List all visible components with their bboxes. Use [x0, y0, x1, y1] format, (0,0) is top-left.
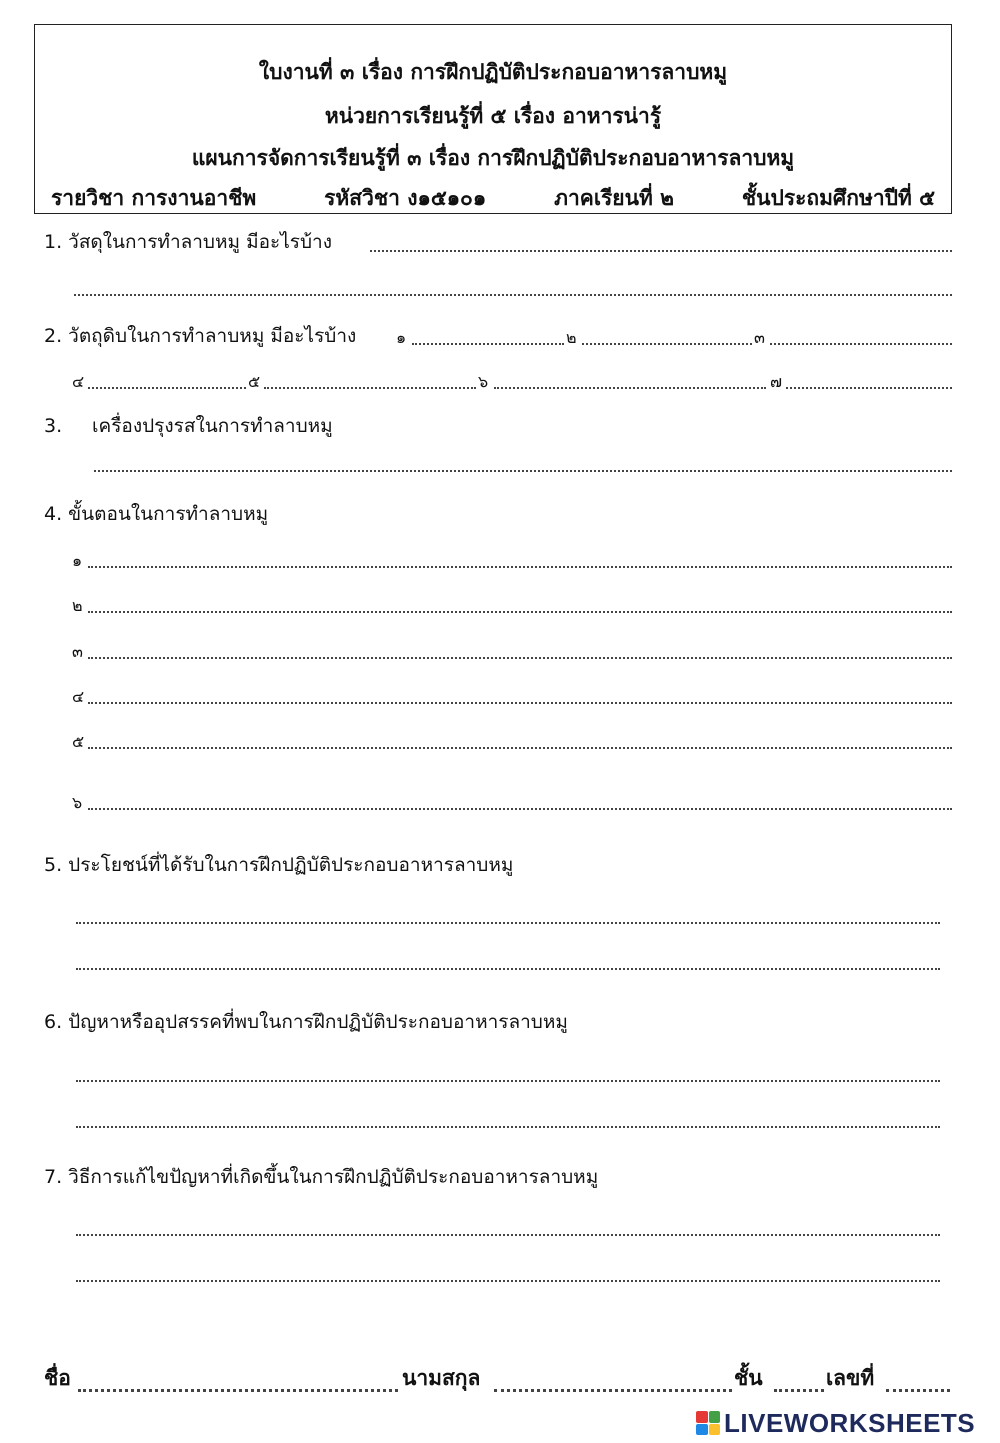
answer-line-3[interactable] [94, 470, 952, 472]
step-number-2: ๒ [72, 596, 83, 615]
ingredient-line-5[interactable] [264, 387, 476, 389]
step-number-3: ๓ [72, 642, 83, 661]
surname-field[interactable] [494, 1389, 732, 1392]
question-2: 2. วัตถุดิบในการทำลาบหมู มีอะไรบ้าง [44, 325, 357, 347]
step-line-3[interactable] [88, 657, 952, 659]
step-line-1[interactable] [88, 566, 952, 568]
ingredient-line-1[interactable] [412, 343, 564, 345]
question-7: 7. วิธีการแก้ไขปัญหาที่เกิดขึ้นในการฝึกปฏิบัติประกอบอาหารลาบหมู [44, 1166, 599, 1188]
class-label: ชั้น [734, 1366, 763, 1390]
course-code: รหัสวิชา ง๑๕๑๐๑ [324, 186, 487, 210]
step-line-2[interactable] [88, 611, 952, 613]
class-field[interactable] [774, 1389, 824, 1392]
question-3: เครื่องปรุงรสในการทำลาบหมู [92, 415, 333, 437]
learning-unit: หน่วยการเรียนรู้ที่ ๕ เรื่อง อาหารน่ารู้ [324, 104, 662, 128]
ingredient-line-6[interactable] [494, 387, 766, 389]
question-1: 1. วัสดุในการทำลาบหมู มีอะไรบ้าง [44, 231, 332, 253]
course-info [35, 185, 951, 211]
step-number-1: ๑ [72, 551, 83, 570]
logo-square-icon [709, 1424, 721, 1436]
ingredient-line-3[interactable] [770, 343, 952, 345]
answer-line-7b[interactable] [76, 1280, 940, 1282]
answer-line-1b[interactable] [74, 294, 952, 296]
answer-line-7a[interactable] [76, 1234, 940, 1236]
question-3-number: 3. [44, 415, 63, 437]
answer-line-6a[interactable] [76, 1080, 940, 1082]
subject-label: รายวิชา การงานอาชีพ [51, 186, 257, 210]
question-6: 6. ปัญหาหรืออุปสรรคที่พบในการฝึกปฏิบัติประกอบอาหารลาบหมู [44, 1011, 568, 1033]
step-number-4: ๔ [72, 687, 85, 706]
ingredient-number-7: ๗ [770, 372, 783, 391]
ingredient-number-5: ๕ [248, 372, 261, 391]
ingredient-number-3: ๓ [754, 328, 765, 347]
liveworksheets-logo [696, 1407, 975, 1439]
name-label: ชื่อ [44, 1366, 71, 1390]
answer-line-5a[interactable] [76, 922, 940, 924]
answer-line-5b[interactable] [76, 968, 940, 970]
ingredient-number-4: ๔ [72, 372, 85, 391]
semester-label: ภาคเรียนที่ ๒ [554, 186, 674, 210]
logo-square-icon [709, 1411, 721, 1423]
student-number-label: เลขที่ [826, 1366, 875, 1390]
surname-label: นามสกุล [402, 1366, 481, 1390]
step-number-6: ๖ [72, 793, 83, 812]
header-box [34, 24, 952, 214]
lesson-plan: แผนการจัดการเรียนรู้ที่ ๓ เรื่อง การฝึกปฏิบัติประกอบอาหารลาบหมู [191, 146, 795, 170]
step-line-5[interactable] [88, 747, 952, 749]
question-4: 4. ขั้นตอนในการทำลาบหมู [44, 503, 269, 525]
ingredient-number-6: ๖ [478, 372, 489, 391]
ingredient-number-1: ๑ [396, 328, 407, 347]
ingredient-line-4[interactable] [88, 387, 246, 389]
brand-name: LIVEWORKSHEETS [724, 1407, 976, 1438]
logo-square-icon [696, 1411, 708, 1423]
ingredient-number-2: ๒ [566, 328, 577, 347]
logo-square-icon [696, 1424, 708, 1436]
step-line-6[interactable] [88, 808, 952, 810]
step-number-5: ๕ [72, 732, 85, 751]
grade-label: ชั้นประถมศึกษาปีที่ ๕ [741, 186, 935, 210]
answer-line-1a[interactable] [370, 250, 952, 252]
question-5: 5. ประโยชน์ที่ได้รับในการฝึกปฏิบัติประกอบอาหารลาบหมู [44, 854, 514, 876]
ingredient-line-2[interactable] [582, 343, 752, 345]
ingredient-line-7[interactable] [786, 387, 952, 389]
answer-line-6b[interactable] [76, 1126, 940, 1128]
step-line-4[interactable] [88, 702, 952, 704]
name-field[interactable] [78, 1389, 398, 1392]
liveworksheets-mark-icon [696, 1411, 720, 1435]
worksheet-title: ใบงานที่ ๓ เรื่อง การฝึกปฏิบัติประกอบอาหารลาบหมู [258, 60, 728, 84]
student-number-field[interactable] [886, 1389, 950, 1392]
